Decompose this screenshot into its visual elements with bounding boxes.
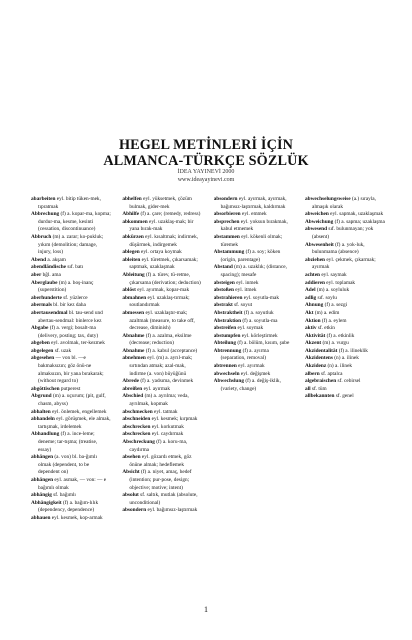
- entry-definition: eyl. korkutmak: [151, 423, 184, 430]
- website-line: www.ideayayinevi.com: [177, 176, 235, 183]
- entry-headword: Abtrennung: [213, 347, 242, 354]
- dictionary-entry: [305, 287, 385, 295]
- entry-headword: absondern: [122, 507, 147, 514]
- entry-definition: eyl. inmek: [236, 279, 259, 286]
- entry-definition: (f) a. bölüm, kısım, şube: [237, 340, 290, 347]
- dictionary-entry: [122, 295, 202, 310]
- dictionary-entry: [214, 340, 294, 348]
- dictionary-entry: [305, 340, 385, 348]
- entry-definition: eyl. yoksun bırakmak, kabul etmemek: [220, 218, 288, 233]
- entry-definition: eyl. çekmek, çıkarmak; ayırmak: [311, 256, 376, 271]
- entry-definition: bl. bir kez daha: [53, 302, 86, 309]
- entry-definition: eyl. ortaya koymak: [141, 249, 182, 256]
- dictionary-entry: [122, 272, 202, 287]
- dictionary-entry: [305, 280, 385, 288]
- entry-headword: Ahnung: [304, 302, 324, 309]
- dictionary-entry: [214, 211, 294, 219]
- entry-definition: bğl. ama: [42, 271, 61, 278]
- entry-definition: (f) a. bağım-lılık (dependency, dependence): [38, 499, 99, 514]
- entry-headword: abgesehen: [31, 355, 55, 362]
- dictionary-entry: [31, 348, 111, 356]
- entry-definition: (m) a. uzaklık; (distance, spacing); mesafe: [220, 264, 287, 278]
- entry-headword: abmahnen: [122, 294, 147, 301]
- entry-definition: (m) a. vurgu: [322, 340, 349, 347]
- entry-definition: sf. uzak: [54, 347, 72, 354]
- dictionary-entry: [214, 310, 294, 318]
- entry-headword: absondern: [213, 196, 238, 202]
- entry-headword: abstrakt: [213, 302, 233, 309]
- entry-headword: Abhilfe: [122, 211, 140, 218]
- entry-definition: a. akşam: [47, 256, 66, 263]
- dictionary-entry: [31, 310, 111, 325]
- dictionary-entry: [305, 242, 385, 257]
- entry-headword: Ableitung: [122, 271, 145, 278]
- entry-definition: (f) a. soyutla-ma: [242, 317, 278, 324]
- entry-definition: (f) a. türev, tü-retme, çıkarsama (derivation; deduction): [129, 271, 201, 286]
- entry-headword: Adel: [304, 287, 316, 294]
- entry-headword: abhandeln: [31, 416, 55, 423]
- entry-definition: eyl. uzaklaş-tırmak; soutlandırmak: [129, 294, 190, 309]
- entry-headword: Aktivität: [304, 332, 326, 339]
- dictionary-entry: [31, 302, 111, 310]
- entry-headword: abgöttischen: [31, 385, 60, 392]
- dictionary-entry: [305, 257, 385, 272]
- entry-headword: Abnahme: [122, 347, 145, 354]
- title-line-2: ALMANCA-TÜRKÇE SÖZLÜK: [103, 153, 309, 169]
- entry-definition: eyl. itmek: [235, 287, 257, 294]
- dictionary-entry: [122, 333, 202, 348]
- entry-definition: eyl. kesmek; kırpmak: [151, 416, 198, 423]
- entry-definition: (f) a. azalma, eksilme (decrease; reduction): [129, 332, 192, 347]
- entry-headword: Abgrund: [31, 393, 52, 400]
- dictionary-column-4: [305, 196, 385, 624]
- dictionary-entry: [31, 264, 111, 272]
- dictionary-entry: [31, 280, 111, 295]
- entry-headword: abschrecken: [122, 431, 151, 438]
- dictionary-entry: [122, 211, 202, 219]
- dictionary-entry: [305, 363, 385, 371]
- entry-definition: eyl. ayırmak, ayırmak, bağımsız-laştırmak, kaldırmak: [220, 196, 287, 210]
- entry-definition: eyl. toplamak: [326, 279, 356, 286]
- entry-headword: absorbieren: [213, 211, 241, 218]
- entry-definition: eyl. uzaklaş-mak; bir yana bırak-mak: [129, 218, 194, 233]
- entry-headword: Absicht: [122, 469, 140, 476]
- entry-headword: abnehmen: [122, 355, 146, 362]
- dictionary-column-3: [214, 196, 294, 624]
- dictionary-entry: [31, 211, 111, 234]
- entry-headword: aber: [31, 271, 42, 278]
- entry-definition: sf. saltık, mutlak (absolute, unconditional): [129, 492, 198, 506]
- dictionary-entry: [31, 492, 111, 500]
- entry-headword: aktiv: [304, 325, 317, 332]
- dictionary-entry: [214, 196, 294, 211]
- entry-headword: abgeben: [31, 340, 50, 347]
- dictionary-entry: [31, 416, 111, 431]
- entry-definition: (f) a. eylem: [321, 317, 347, 324]
- dictionary-entry: [214, 302, 294, 310]
- entry-definition: eyl. gözardı etmek, göz önüne almak; hedeflemek: [129, 454, 192, 468]
- entry-headword: Abteilung: [213, 340, 237, 347]
- entry-definition: eyl. ayırmak: [143, 385, 171, 392]
- dictionary-entry: [31, 295, 111, 303]
- dictionary-entry: [305, 393, 385, 401]
- entry-headword: abstumpfen: [213, 332, 241, 339]
- dictionary-entry: [305, 355, 385, 363]
- dictionary-entry: [31, 477, 111, 492]
- entry-definition: sf. bağımlı: [53, 492, 76, 499]
- dictionary-entry: [31, 234, 111, 257]
- entry-definition: (m) a. soyluluk: [316, 287, 350, 294]
- entry-definition: (m) a. uçurum; (pit, gulf, chasm, abyss): [38, 393, 106, 408]
- page-number: 1: [204, 605, 208, 614]
- entry-definition: eyl. ayırmak, kopar-mak: [137, 287, 190, 294]
- dictionary-entry: [122, 287, 202, 295]
- entry-definition: eyl. önlemek, engellemek: [52, 408, 107, 415]
- entry-definition: eyl. yüksetmek, çözüm bulmak, gider-mek: [129, 196, 192, 210]
- dictionary-entry: [122, 439, 202, 454]
- entry-definition: (a.) sırayla, almaşık olarak: [311, 196, 376, 210]
- entry-definition: sf. aptalca: [321, 370, 343, 377]
- entry-headword: Abhandlung: [31, 431, 60, 438]
- entry-headword: Aberglaube: [31, 279, 58, 286]
- entry-definition: eyl. soyutla-mak: [243, 294, 280, 301]
- page-header: [0, 137, 412, 184]
- entry-definition: sf. genel: [335, 393, 354, 400]
- entry-headword: all: [304, 385, 311, 392]
- dictionary-entry: [305, 318, 385, 326]
- entry-headword: absolut: [122, 492, 139, 499]
- entry-definition: (m) a. zarar; ko-pukluk; yıkım (demolition; damage, injury, loss): [38, 233, 104, 256]
- entry-definition: eyl. soymak: [237, 325, 264, 332]
- dictionary-entry: [214, 249, 294, 264]
- entry-headword: abstammen: [213, 233, 240, 240]
- dictionary-entry: [31, 325, 111, 340]
- entry-headword: adlig: [304, 294, 317, 301]
- dictionary-entry: [122, 409, 202, 417]
- dictionary-entry: [305, 272, 385, 280]
- dictionary-entry: [31, 272, 111, 280]
- dictionary-entry: [214, 348, 294, 363]
- dictionary-entry: [214, 318, 294, 326]
- entry-definition: eyl. değişmek: [240, 370, 271, 377]
- entry-headword: Abhängigkeit: [31, 499, 62, 506]
- entry-definition: (f) a. değiş-iklik, (variety, change): [220, 378, 281, 392]
- entry-definition: eyl. türetmek, çıkarsamak; saptmak, uzaklaşmak: [129, 256, 198, 271]
- dictionary-entry: [305, 196, 385, 211]
- entry-definition: (f) a. niyet, amaç, hedef (intention; pur-pose, design; objective; motive; intent): [129, 469, 192, 491]
- entry-headword: absteigen: [213, 279, 235, 286]
- entry-definition: (f) a. soy; köken (origin, parentage): [220, 249, 281, 263]
- entry-definition: eyl. tatmak: [153, 408, 178, 415]
- entry-definition: eyl. (m) a. ayrıl-mak; sırtından atmak; azal-mak, indirme (a. von) büyüğünü: [129, 355, 193, 377]
- dictionary-entry: [122, 393, 202, 408]
- entry-headword: abarbeiten: [31, 196, 56, 202]
- entry-headword: abweichen: [304, 211, 329, 218]
- entry-headword: Akt: [304, 309, 314, 316]
- entry-definition: (f) a. kopar-ma, kopma; durdur-ma, kesme, kesinti (cessation, discontinuance): [38, 211, 111, 233]
- entry-headword: abhängen: [31, 454, 54, 461]
- dictionary-entry: [31, 340, 111, 348]
- entry-definition: sıf. bulunmayan; yok (absent): [311, 226, 374, 240]
- entry-headword: Abwechslung: [213, 378, 244, 385]
- entry-definition: sf. etkin: [317, 325, 335, 332]
- dictionary-entry: [31, 409, 111, 417]
- entry-headword: addieren: [304, 279, 325, 286]
- dictionary-entry: [122, 219, 202, 234]
- entry-definition: bl. tau-send und abertau-sendmal: binlerce kez: [38, 309, 103, 324]
- dictionary-entry: [122, 507, 202, 515]
- dictionary-entry: [31, 196, 111, 211]
- entry-definition: (f) a. sapma; uzaklaşma: [334, 218, 385, 225]
- entry-definition: (f) a. etkinlik: [326, 332, 355, 339]
- entry-headword: achten: [304, 271, 320, 278]
- entry-headword: abziehen: [304, 256, 325, 263]
- dictionary-entry: [122, 454, 202, 469]
- entry-definition: eyl. bağımsız-laştırmak: [147, 507, 198, 514]
- entry-definition: eyl. caydırmak: [151, 431, 184, 438]
- title-line-1: HEGEL METİNLERİ İÇİN: [118, 137, 294, 153]
- entry-definition: (n) a. ilinek: [327, 363, 353, 370]
- entry-definition: (m) a. edim: [314, 309, 340, 316]
- entry-definition: sf. soyut: [234, 302, 253, 309]
- entry-headword: Abstraktion: [213, 317, 242, 324]
- dictionary-entry: [122, 469, 202, 492]
- entry-headword: Abstraktheit: [213, 309, 243, 316]
- dictionary-entry: [122, 416, 202, 424]
- entry-definition: (f) a. yadsıma, devinmek: [140, 378, 194, 385]
- entry-headword: abreißen: [122, 385, 143, 392]
- entry-headword: ableiten: [122, 256, 141, 263]
- entry-definition: (f) a. ince-leme; deneme; tar-tışma; (treatise, essay): [38, 431, 98, 453]
- entry-definition: (f) a. kabul (acceptance): [145, 347, 198, 354]
- entry-headword: abwechseln: [213, 370, 240, 377]
- entry-headword: algebraischen: [304, 378, 337, 385]
- dictionary-entry: [214, 234, 294, 249]
- entry-headword: abschmecken: [122, 408, 153, 415]
- dictionary-entry: [214, 378, 294, 393]
- entry-headword: Akzidentens: [304, 355, 333, 362]
- entry-headword: abstoßen: [213, 287, 234, 294]
- entry-headword: Abend: [31, 256, 47, 263]
- dictionary-entry: [214, 264, 294, 279]
- entry-definition: putperest: [60, 385, 81, 392]
- entry-headword: allbekannten: [304, 393, 335, 400]
- entry-headword: abhelfen: [122, 196, 142, 202]
- publisher-line: İDEA YAYINEVİ 2000: [177, 169, 235, 175]
- entry-headword: Abgabe: [31, 325, 49, 332]
- dictionary-entry: [305, 325, 385, 333]
- entry-headword: aberhunderte: [31, 294, 62, 301]
- entry-headword: abkommen: [122, 218, 148, 225]
- entry-headword: Abschied: [122, 393, 144, 400]
- dictionary-entry: [122, 234, 202, 249]
- entry-definition: (f) a. koru-ma, caydırma: [129, 439, 188, 453]
- entry-headword: albern: [304, 370, 320, 377]
- entry-definition: (f) a. sezgi: [324, 302, 348, 309]
- entry-definition: (f) a. yok-luk, bulunmama (absence): [311, 241, 365, 256]
- dictionary-entry: [305, 378, 385, 386]
- dictionary-entry: [122, 310, 202, 333]
- entry-definition: — von bl. —e bakmaksızın; göz önü-ne almaksızın, bir yana bırakarak; (without regard to): [38, 355, 104, 385]
- entry-definition: eyl. avolmak, ter-kezmek: [51, 340, 105, 347]
- entry-headword: Abweichung: [304, 218, 334, 225]
- dictionary-entry: [31, 515, 111, 523]
- entry-definition: sf. cebirsel: [337, 378, 361, 385]
- entry-headword: Aktion: [304, 317, 321, 324]
- dictionary-entry: [305, 226, 385, 241]
- entry-headword: abgelegen: [31, 347, 54, 354]
- entry-definition: eyl. bitip tüken-mek, tıpratmak: [38, 196, 101, 210]
- dictionary-entry: [214, 219, 294, 234]
- entry-headword: Abschreckung: [122, 439, 155, 445]
- entry-definition: eyl. asmak, — von: — e bağımlı olmak: [38, 476, 107, 491]
- entry-definition: (f) a. ayırma (separation, removal): [220, 347, 269, 362]
- dictionary-entry: [305, 310, 385, 318]
- entry-headword: Abstand: [213, 264, 233, 271]
- entry-headword: abendländische: [31, 264, 67, 271]
- dictionary-entry: [122, 249, 202, 257]
- entry-definition: sıf. soylu: [317, 294, 337, 301]
- entry-headword: abermals: [31, 302, 52, 309]
- entry-headword: Akzent: [304, 340, 322, 347]
- dictionary-entry: [122, 257, 202, 272]
- dictionary-entry: [31, 454, 111, 477]
- entry-headword: abhängen: [31, 476, 54, 483]
- entry-definition: (m) a. ayrılma; veda, ayrılmak, kopmak: [129, 393, 189, 408]
- entry-headword: abhalten: [31, 408, 51, 415]
- entry-definition: (m) a. boş-inanç (superstition): [38, 279, 94, 294]
- entry-definition: (a. von) bl. ba-ğımlı olmak (dependent, to be dependent on): [38, 454, 97, 476]
- entry-definition: (n) a. ilinek: [334, 355, 359, 362]
- entry-definition: sf. yüzlerce: [63, 294, 88, 301]
- entry-headword: abwechselungsweise: [304, 196, 351, 202]
- entry-definition: (f) a. soyutluk: [243, 309, 274, 316]
- dictionary-column-1: [31, 196, 111, 624]
- entry-definition: eyl. saymak: [321, 271, 347, 278]
- entry-definition: sıf. batı: [67, 264, 84, 271]
- entry-headword: Akzidentalität: [304, 347, 338, 354]
- entry-headword: ablegen: [122, 249, 140, 256]
- entry-headword: Abrede: [122, 378, 140, 385]
- dictionary-entry: [214, 280, 294, 288]
- dictionary-entry: [214, 363, 294, 371]
- dictionary-entry: [31, 500, 111, 515]
- entry-definition: eyl. uzaklaştır-mak; azaltmak (measure, to take off, decrease, diminish): [129, 309, 195, 332]
- entry-headword: Abbrechung: [31, 211, 60, 218]
- entry-definition: eyl. sapmak, uzaklaşmak: [330, 211, 384, 218]
- entry-definition: eyl. ayırmak: [238, 363, 265, 370]
- dictionary-entry: [31, 355, 111, 385]
- entry-headword: abtrennen: [213, 363, 237, 370]
- entry-headword: abwesend: [304, 226, 328, 233]
- dictionary-entry: [214, 325, 294, 333]
- entry-headword: abkürzen: [122, 233, 144, 240]
- entry-definition: (f) a. ilineklik: [338, 347, 368, 354]
- dictionary-entry: [122, 196, 202, 211]
- entry-headword: abstrahieren: [213, 294, 243, 301]
- dictionary-entry: [31, 393, 111, 408]
- dictionary-entry: [122, 355, 202, 378]
- entry-headword: abmessen: [122, 309, 145, 316]
- entry-definition: eyl. kesmek, kop-armak: [51, 514, 103, 521]
- dictionary-entry: [305, 211, 385, 219]
- dictionary-entry: [122, 431, 202, 439]
- dictionary-entry: [122, 492, 202, 507]
- entry-definition: eyl. kısaltmak; indirmek, düşürmek, indirgemek: [129, 233, 199, 248]
- dictionary-entry: [31, 431, 111, 454]
- entry-definition: (f) a. çare; (remedy, redress): [140, 211, 201, 218]
- entry-headword: abschrecken: [122, 423, 151, 430]
- dictionary-column-2: [122, 196, 202, 624]
- entry-definition: eyl. görüşmek, ele almak, tartışmak, irdelemek: [38, 416, 111, 430]
- entry-definition: eyl. kökenli olmak; türemek: [220, 233, 283, 248]
- entry-headword: ablöst: [122, 287, 136, 294]
- entry-headword: abertausendmal: [31, 309, 68, 316]
- entry-headword: Abstammung: [213, 249, 245, 256]
- dictionary-columns: [31, 196, 385, 624]
- entry-headword: Akzidenz: [304, 363, 327, 370]
- entry-headword: Abnahme: [122, 332, 145, 339]
- entry-definition: sf. tüm: [311, 385, 327, 392]
- dictionary-entry: [122, 378, 202, 386]
- dictionary-entry: [122, 424, 202, 432]
- entry-headword: Abwesenheit: [304, 241, 334, 248]
- entry-definition: eyl. emmek: [241, 211, 267, 218]
- entry-headword: absehen: [122, 454, 141, 461]
- entry-headword: abschneiden: [122, 416, 151, 423]
- entry-headword: abhängig: [31, 492, 52, 499]
- dictionary-entry: [305, 302, 385, 310]
- entry-headword: absprechen: [213, 218, 240, 225]
- dictionary-entry: [214, 287, 294, 295]
- entry-definition: eyl. körleştirmek: [241, 332, 278, 339]
- entry-headword: Abbruch: [31, 233, 52, 240]
- entry-headword: abstreifen: [213, 325, 237, 332]
- entry-headword: abhauen: [31, 514, 51, 521]
- entry-definition: (f) a. vergi; bosalt-ma (delivery, posting; tax, duty): [38, 325, 99, 339]
